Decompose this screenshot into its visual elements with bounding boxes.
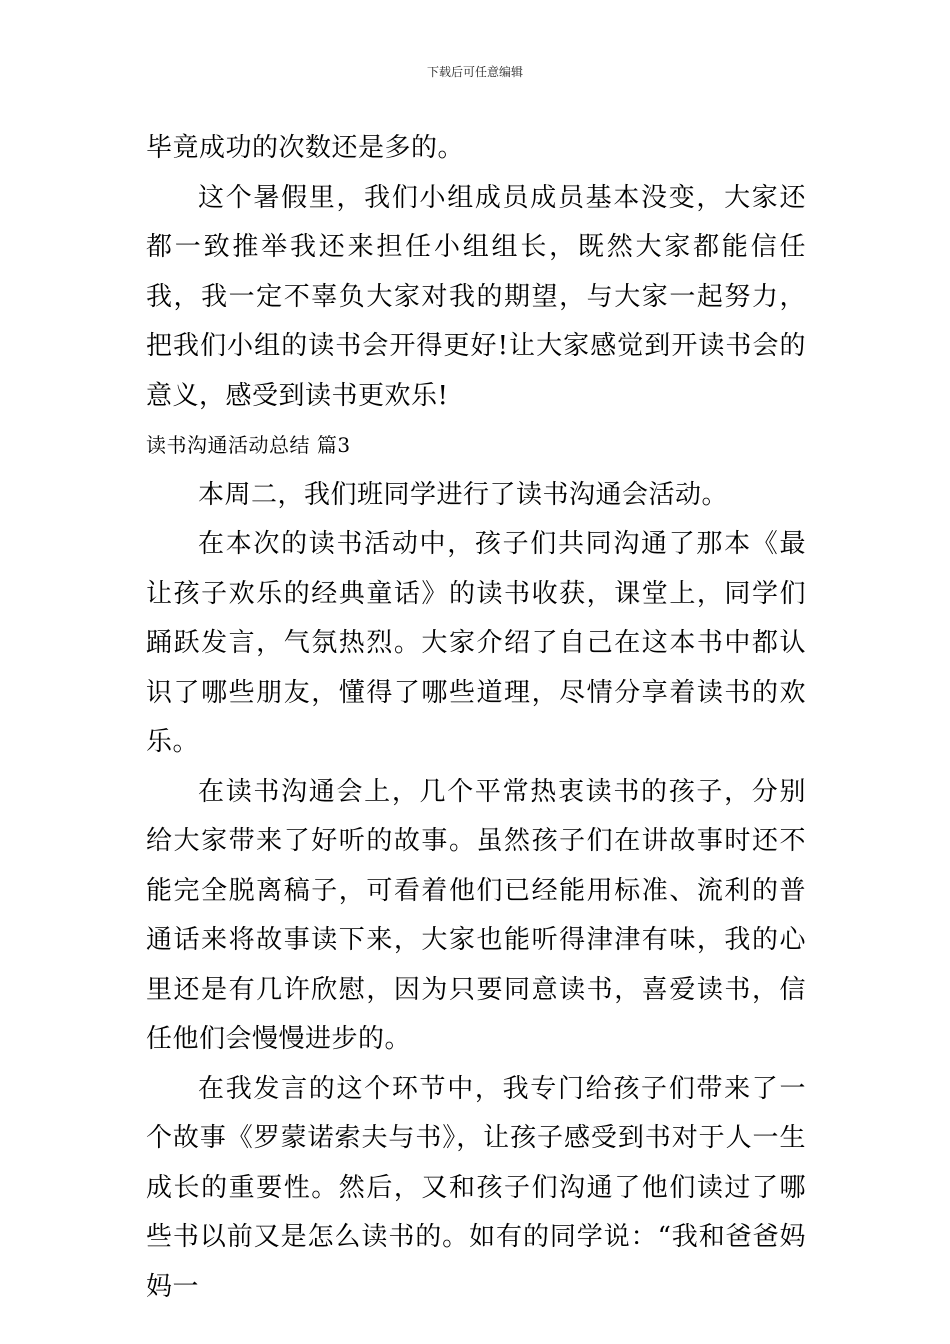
section-heading: 读书沟通活动总结 篇3: [146, 433, 351, 457]
paragraph-5: 在读书沟通会上，几个平常热衷读书的孩子，分别给大家带来了好听的故事。虽然孩子们在讲故事时还不能完全脱离稿子，可看着他们已经能用标准、流利的普通话来将故事读下来，大家也能听得津津有味，我的心里还是有几许欣慰，因为只要同意读书，喜爱读书，信任他们会慢慢进步的。: [146, 776, 806, 1054]
paragraph-3: 本周二，我们班同学进行了读书沟通会活动。: [198, 479, 729, 510]
paragraph-4: 在本次的读书活动中，孩子们共同沟通了那本《最让孩子欢乐的经典童话》的读书收获，课堂上，同学们踊跃发言，气氛热烈。大家介绍了自己在这本书中都认识了哪些朋友，懂得了哪些道理，尽情分享着读书的欢乐。: [146, 529, 806, 757]
page-header-note: 下载后可任意编辑: [426, 65, 523, 79]
paragraph-6: 在我发言的这个环节中，我专门给孩子们带来了一个故事《罗蒙诺索夫与书》，让孩子感受到书对于人一生成长的重要性。然后，又和孩子们沟通了他们读过了哪些书以前又是怎么读书的。如有的同学说：“我和爸爸妈妈一: [146, 1073, 806, 1302]
paragraph-1: 毕竟成功的次数还是多的。: [146, 133, 465, 163]
paragraph-2: 这个暑假里，我们小组成员成员基本没变，大家还都一致推举我还来担任小组组长，既然大家都能信任我，我一定不辜负大家对我的期望，与大家一起努力，把我们小组的读书会开得更好!让大家感觉到开读书会的意义，感受到读书更欢乐!: [146, 182, 806, 411]
document-body: [146, 124, 806, 1312]
